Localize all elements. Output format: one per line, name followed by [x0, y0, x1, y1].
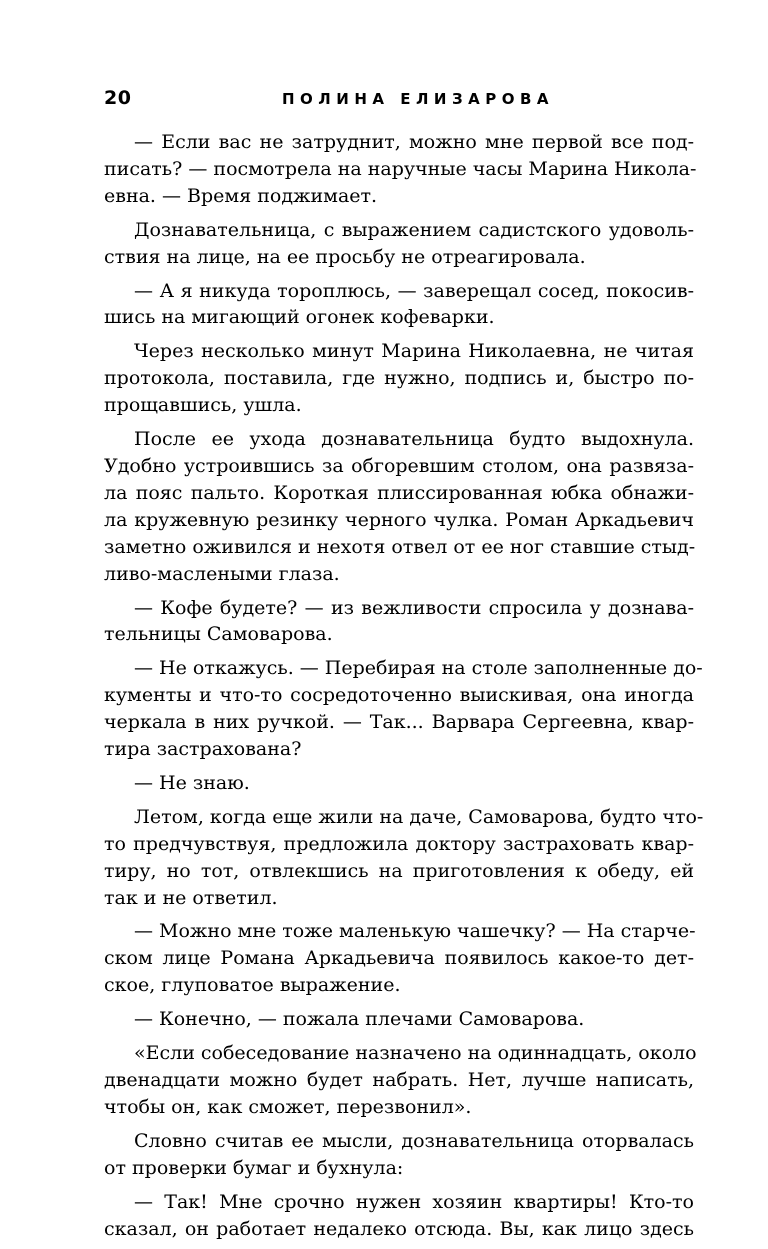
paragraph	[104, 595, 694, 649]
text-line: черкала в них ручкой. — Так... Варвара Сергеевна, квар-	[104, 711, 694, 734]
text-line: протокола, поставила, где нужно, подпись и, быстро по-	[104, 367, 694, 390]
paragraph	[104, 770, 694, 797]
text-line: ла кружевную резинку черного чулка. Роман Аркадьевич	[104, 508, 694, 531]
text-line: ствия на лице, на ее просьбу не отреагировала.	[104, 245, 586, 268]
body-text	[104, 129, 704, 1249]
text-line: ском лице Романа Аркадьевича появилось какое-то дет-	[104, 947, 694, 970]
text-line: ливо-маслеными глаза.	[104, 562, 340, 585]
paragraph	[104, 1128, 694, 1182]
text-line: Словно считав ее мысли, дознавательница оторвалась	[134, 1129, 694, 1152]
text-line: Летом, когда еще жили на даче, Самоварова, будто что-	[134, 805, 704, 828]
text-line: то предчувствуя, предложила доктору застраховать квар-	[104, 832, 694, 855]
text-line: — Можно мне тоже маленькую чашечку? — На старче-	[134, 920, 696, 943]
text-line: — Конечно, — пожала плечами Самоварова.	[134, 1008, 585, 1031]
text-line: «Если собеседование назначено на одиннадцать, около	[134, 1042, 697, 1065]
text-line: заметно оживился и нехотя отвел от ее ног ставшие стыд-	[104, 535, 696, 558]
paragraph	[104, 338, 694, 419]
text-line: евна. — Время поджимает.	[104, 184, 378, 207]
text-line: кументы и что-то сосредоточенно выискивая, она иногда	[104, 684, 694, 707]
text-line: шись на мигающий огонек кофеварки.	[104, 306, 495, 329]
text-line: После ее ухода дознавательница будто выдохнула.	[134, 428, 694, 451]
text-line: — Так! Мне срочно нужен хозяин квартиры! Кто-то	[134, 1190, 694, 1213]
paragraph	[104, 278, 694, 332]
page-number: 20	[104, 87, 132, 109]
text-line: сказал, он работает недалеко отсюда. Вы, как лицо здесь	[104, 1217, 694, 1240]
paragraph	[104, 804, 704, 912]
text-line: писать? — посмотрела на наручные часы Марина Никола-	[104, 157, 697, 180]
text-line: от проверки бумаг и бухнула:	[104, 1156, 404, 1179]
text-line: — Не откажусь. — Перебирая на столе заполненные до-	[134, 657, 703, 680]
text-line: — Если вас не затруднит, можно мне первой все под-	[134, 131, 694, 153]
paragraph	[104, 426, 694, 587]
text-line: ла пояс пальто. Короткая плиссированная юбка обнажи-	[104, 481, 694, 504]
text-line: Удобно устроившись за обгоревшим столом, она развяза-	[104, 454, 694, 477]
paragraph	[104, 1189, 694, 1243]
paragraph	[104, 1040, 697, 1121]
paragraph	[104, 217, 694, 271]
text-line: так и не ответил.	[104, 886, 278, 909]
text-line: Через несколько минут Марина Николаевна, не читая	[134, 340, 694, 363]
text-line: чтобы он, как сможет, перезвонил».	[104, 1095, 472, 1118]
text-line: ское, глуповатое выражение.	[104, 974, 401, 997]
text-line: тира застрахована?	[104, 738, 302, 761]
text-line: двенадцати можно будет набрать. Нет, лучше написать,	[104, 1069, 694, 1091]
text-line: — Не знаю.	[134, 771, 250, 794]
paragraph	[104, 918, 694, 999]
text-line: Дознавательница, с выражением садистского удоволь-	[134, 218, 694, 241]
paragraph	[104, 129, 697, 210]
text-line: — А я никуда тороплюсь, — заверещал сосед, покосив-	[134, 279, 694, 302]
text-line: тельницы Самоварова.	[104, 623, 333, 646]
text-line: тиру, но тот, отвлекшись на приготовления к обеду, ей	[104, 859, 694, 882]
paragraph	[104, 655, 703, 763]
text-line: — Кофе будете? — из вежливости спросила у дознава-	[134, 596, 694, 619]
paragraph	[104, 1006, 694, 1033]
running-title: ПОЛИНА ЕЛИЗАРОВА	[282, 90, 555, 108]
page-header	[104, 86, 694, 110]
text-line: прощавшись, ушла.	[104, 394, 302, 417]
